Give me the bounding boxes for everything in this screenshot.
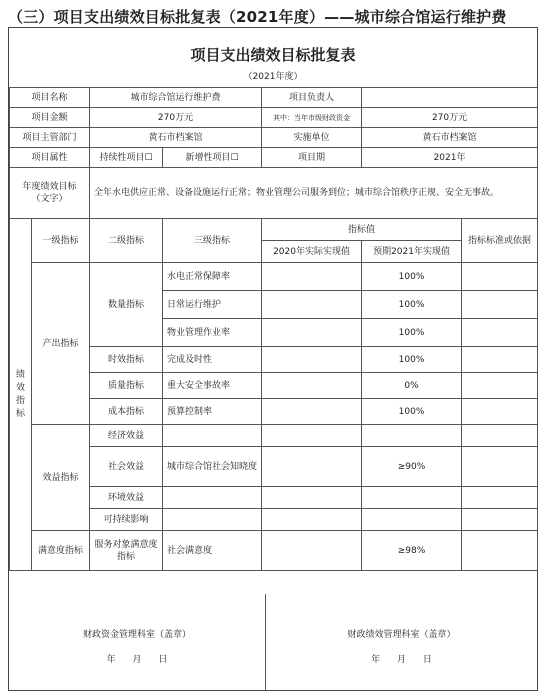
level2-label: 成本指标 <box>90 399 163 425</box>
form-title: 项目支出绩效目标批复表 <box>190 46 356 64</box>
attr-continuing: 持续性项目☐ <box>90 148 163 168</box>
basis-value <box>462 373 538 399</box>
table-row <box>10 531 538 571</box>
basis-value <box>462 291 538 319</box>
actual-value <box>262 447 362 487</box>
header-level2: 二级指标 <box>90 219 163 263</box>
level2-label: 可持续影响 <box>90 509 163 531</box>
header-level3: 三级指标 <box>163 219 262 263</box>
level2-label: 质量指标 <box>90 373 163 399</box>
table-row <box>10 399 538 425</box>
indicator-name: 物业管理作业率 <box>163 319 262 347</box>
indicator-name: 预算控制率 <box>163 399 262 425</box>
level2-label: 社会效益 <box>90 447 163 487</box>
attr-label: 项目属性 <box>10 148 90 168</box>
level2-label: 经济效益 <box>90 425 163 447</box>
fund-value: 270万元 <box>362 108 538 128</box>
approval-form <box>8 27 538 691</box>
expected-value: 0% <box>362 373 462 399</box>
expected-value: ≥98% <box>362 531 462 571</box>
row-header-1 <box>10 219 538 241</box>
expected-value <box>362 487 462 509</box>
unit-label: 实施单位 <box>262 128 362 148</box>
signature-left-org: 财政资金管理科室（盖章） <box>82 630 191 640</box>
expected-value: ≥90% <box>362 447 462 487</box>
page-heading: （三）项目支出绩效目标批复表（2021年度）——城市综合馆运行维护费 <box>8 8 507 26</box>
header-level1: 一级指标 <box>32 219 90 263</box>
indicator-name <box>163 509 262 531</box>
table-row <box>10 487 538 509</box>
goal-label-line1: 年度绩效目标 <box>22 182 77 192</box>
basis-value <box>462 263 538 291</box>
indicator-name: 日常运行维护 <box>163 291 262 319</box>
owner-value <box>362 88 538 108</box>
actual-value <box>262 509 362 531</box>
signature-right-org: 财政绩效管理科室（盖章） <box>347 630 456 640</box>
project-name-label: 项目名称 <box>10 88 90 108</box>
signature-area <box>9 594 537 691</box>
table-row <box>10 373 538 399</box>
expected-value <box>362 425 462 447</box>
attr-new: 新增性项目☐ <box>163 148 262 168</box>
dept-value: 黄石市档案馆 <box>90 128 262 148</box>
basis-value <box>462 319 538 347</box>
goal-label-line2: （文字） <box>31 194 68 204</box>
basis-value <box>462 425 538 447</box>
header-basis: 指标标准或依据 <box>462 219 538 263</box>
basis-value <box>462 487 538 509</box>
perf-label <box>10 219 32 571</box>
indicator-name: 完成及时性 <box>163 347 262 373</box>
table-row <box>10 447 538 487</box>
header-actual-2020: 2020年实际实现值 <box>262 241 362 263</box>
form-table <box>9 87 538 571</box>
actual-value <box>262 347 362 373</box>
indicator-name: 水电正常保障率 <box>163 263 262 291</box>
period-label: 项目期 <box>262 148 362 168</box>
signature-left <box>9 594 265 691</box>
actual-value <box>262 263 362 291</box>
expected-value: 100% <box>362 319 462 347</box>
goal-label <box>10 168 90 219</box>
quantity-label: 数量指标 <box>90 263 163 347</box>
indicator-name: 城市综合馆社会知晓度 <box>163 447 262 487</box>
form-year: （2021年度） <box>243 72 303 82</box>
owner-label: 项目负责人 <box>262 88 362 108</box>
effect-label: 效益指标 <box>32 425 90 531</box>
amount-label: 项目金额 <box>10 108 90 128</box>
expected-value: 100% <box>362 347 462 373</box>
table-row <box>10 425 538 447</box>
level2-label: 服务对象满意度指标 <box>90 531 163 571</box>
indicator-name: 社会满意度 <box>163 531 262 571</box>
indicator-name: 重大安全事故率 <box>163 373 262 399</box>
basis-value <box>462 347 538 373</box>
basis-value <box>462 531 538 571</box>
basis-value <box>462 509 538 531</box>
output-label: 产出指标 <box>32 263 90 425</box>
row-department <box>10 128 538 148</box>
actual-value <box>262 373 362 399</box>
project-name-value: 城市综合馆运行维护费 <box>90 88 262 108</box>
actual-value <box>262 487 362 509</box>
period-value: 2021年 <box>362 148 538 168</box>
table-row <box>10 509 538 531</box>
signature-left-date: 年 月 日 <box>106 655 168 665</box>
row-project-name <box>10 88 538 108</box>
dept-label: 项目主管部门 <box>10 128 90 148</box>
row-annual-goal <box>10 168 538 219</box>
basis-value <box>462 399 538 425</box>
fund-label: 其中：当年市级财政资金 <box>262 108 362 128</box>
basis-value <box>462 447 538 487</box>
actual-value <box>262 425 362 447</box>
goal-text: 全年水电供应正常、设备设施运行正常；物业管理公司服务到位；城市综合馆秩序正规、安全无事故。 <box>90 168 538 219</box>
header-expected-2021: 预期2021年实现值 <box>362 241 462 263</box>
actual-value <box>262 531 362 571</box>
signature-right <box>266 594 537 691</box>
unit-value: 黄石市档案馆 <box>362 128 538 148</box>
satisfaction-label: 满意度指标 <box>32 531 90 571</box>
table-row <box>10 263 538 291</box>
signature-right-date: 年 月 日 <box>371 655 432 665</box>
actual-value <box>262 319 362 347</box>
level2-label: 环境效益 <box>90 487 163 509</box>
expected-value: 100% <box>362 291 462 319</box>
actual-value <box>262 399 362 425</box>
actual-value <box>262 291 362 319</box>
header-value: 指标值 <box>262 219 462 241</box>
expected-value: 100% <box>362 399 462 425</box>
indicator-name <box>163 487 262 509</box>
row-amount <box>10 108 538 128</box>
level2-label: 时效指标 <box>90 347 163 373</box>
perf-label-text: 绩效指标 <box>15 369 25 419</box>
table-row <box>10 347 538 373</box>
expected-value <box>362 509 462 531</box>
expected-value: 100% <box>362 263 462 291</box>
amount-value: 270万元 <box>90 108 262 128</box>
row-attribute <box>10 148 538 168</box>
indicator-name <box>163 425 262 447</box>
